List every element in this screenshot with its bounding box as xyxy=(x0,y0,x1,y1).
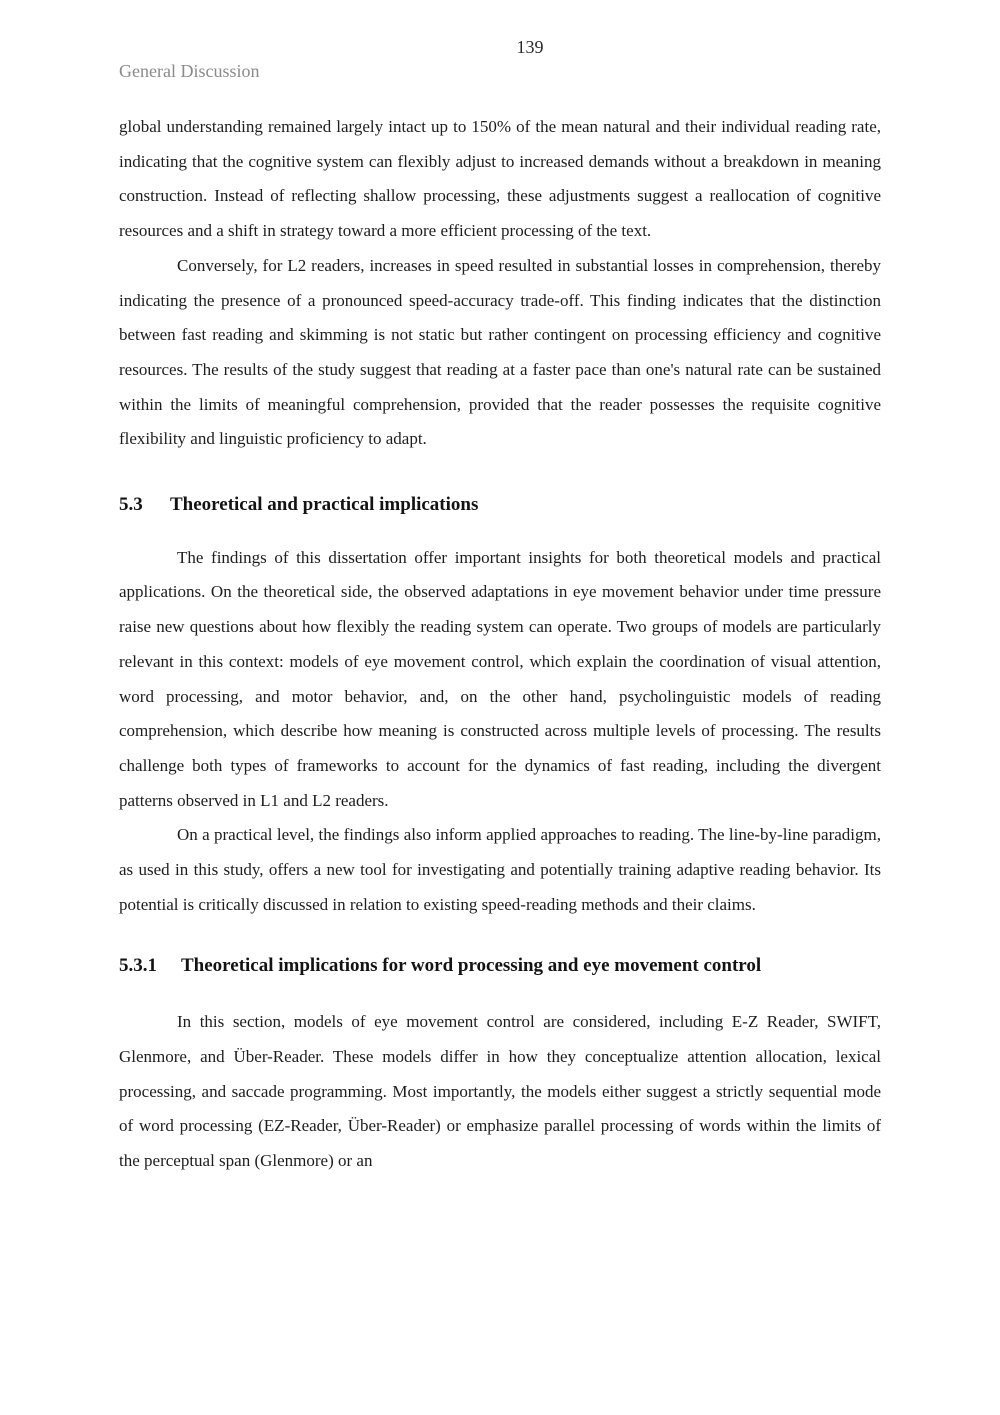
section-heading-5-3-1 xyxy=(119,949,881,984)
paragraph: The findings of this dissertation offer important insights for both theoretical models and practical applications. On the theoretical side, the observed adaptations in eye movement behavior under time pressure raise new questions about how flexibly the reading system can operate. Two groups of models are particularly relevant in this context: models of eye movement control, which explain the coordination of visual attention, word processing, and motor behavior, and, on the other hand, psycholinguistic models of reading comprehension, which describe how meaning is constructed across multiple levels of processing. The results challenge both types of frameworks to account for the dynamics of fast reading, including the divergent patterns observed in L1 and L2 readers. xyxy=(119,547,881,810)
section-title: Theoretical and practical implications xyxy=(170,494,479,516)
section-heading-5-3 xyxy=(119,488,881,523)
section-number: 5.3 xyxy=(119,494,143,516)
page-number: 139 xyxy=(516,37,544,57)
running-head: General Discussion xyxy=(119,61,260,81)
paragraph: Conversely, for L2 readers, increases in speed resulted in substantial losses in comprehension, thereby indicating the presence of a pronounced speed-accuracy trade-off. This finding indicates that the distinction between fast reading and skimming is not static but rather contingent on processing efficiency and cognitive resources. The results of the study suggest that reading at a faster pace than one's natural rate can be sustained within the limits of meaningful comprehension, provided that the reader possesses the requisite cognitive flexibility and linguistic proficiency to adapt. xyxy=(119,255,881,449)
paragraph-continued: global understanding remained largely intact up to 150% of the mean natural and their individual reading rate, indicating that the cognitive system can flexibly adjust to increased demands without a breakdown in meaning construction. Instead of reflecting shallow processing, these adjustments suggest a reallocation of cognitive resources and a shift in strategy toward a more efficient processing of the text. xyxy=(119,117,881,241)
subsection-number: 5.3.1 xyxy=(119,955,157,977)
page-content xyxy=(119,110,881,1179)
paragraph: On a practical level, the findings also inform applied approaches to reading. The line-by-line paradigm, as used in this study, offers a new tool for investigating and potentially training adaptive reading behavior. Its potential is critically discussed in relation to existing speed-reading methods and their claims. xyxy=(119,825,881,914)
paragraph-incomplete: In this section, models of eye movement control are considered, including E-Z Reader, SWIFT, Glenmore, and Über-Reader. These models differ in how they conceptualize attention allocation, lexical processing, and saccade programming. Most importantly, the models either suggest a strictly sequential mode of word processing (EZ-Reader, Über-Reader) or emphasize parallel processing of words within the limits of the perceptual span (Glenmore) or an xyxy=(119,1012,881,1170)
subsection-title: Theoretical implications for word processing and eye movement control xyxy=(181,955,762,977)
